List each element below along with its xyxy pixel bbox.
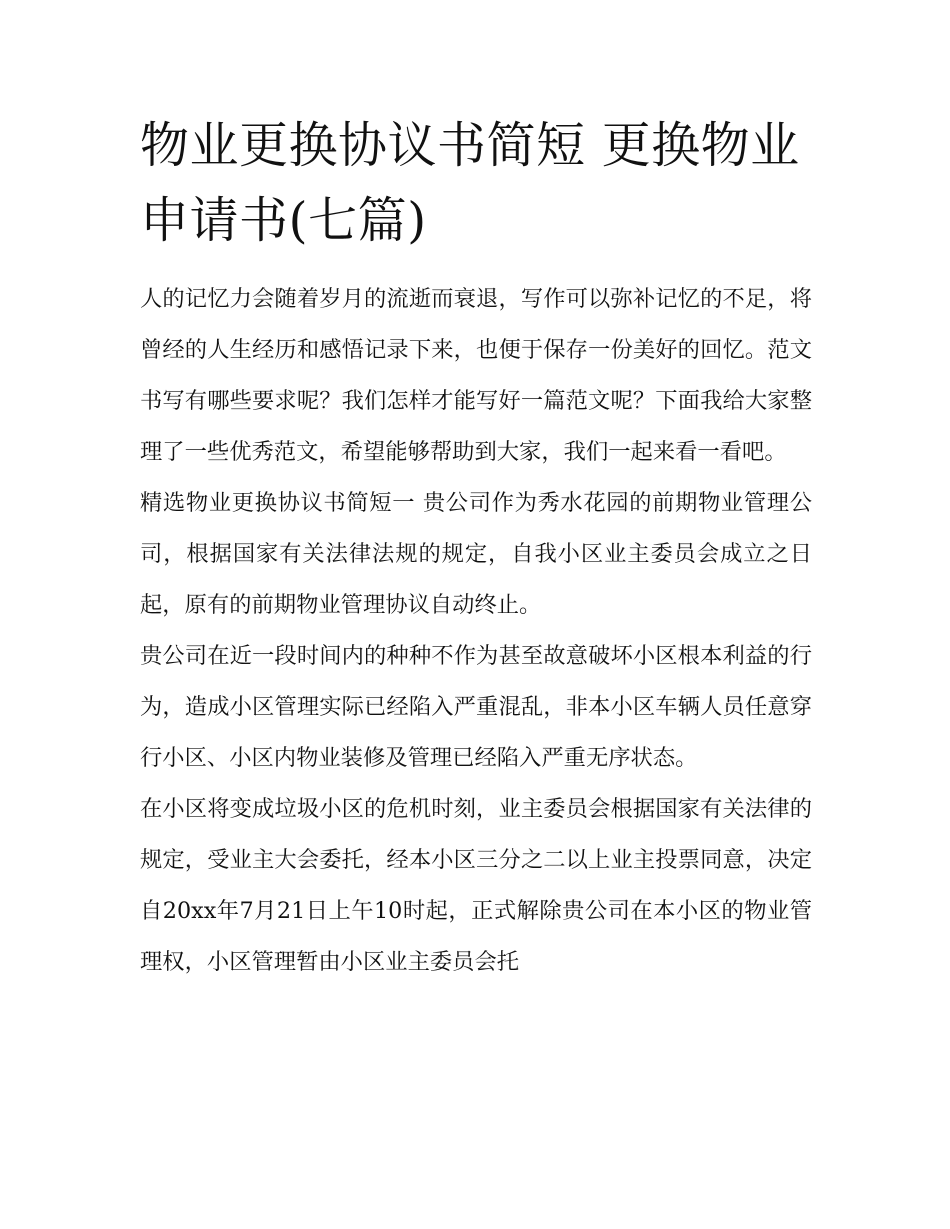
paragraph-3: 在小区将变成垃圾小区的危机时刻，业主委员会根据国家有关法律的规定，受业主大会委托，经本小区三分之二以上业主投票同意，决定自20xx年7月21日上午10时起，正式解除贵公司在本小区的物业管理权，小区管理暂由小区业主委员会托: [140, 796, 812, 975]
document-page: [140, 108, 812, 988]
paragraph-1: 精选物业更换协议书简短一 贵公司作为秀水花园的前期物业管理公司，根据国家有关法律法规的规定，自我小区业主委员会成立之日起，原有的前期物业管理协议自动终止。: [140, 490, 812, 618]
paragraph-intro: 人的记忆力会随着岁月的流逝而衰退，写作可以弥补记忆的不足，将曾经的人生经历和感悟记录下来，也便于保存一份美好的回忆。范文书写有哪些要求呢？我们怎样才能写好一篇范文呢？下面我给大家整理了一些优秀范文，希望能够帮助到大家，我们一起来看一看吧。: [140, 286, 812, 465]
document-body: [140, 274, 812, 988]
document-title: 物业更换协议书简短 更换物业申请书(七篇): [140, 117, 800, 249]
paragraph-2: 贵公司在近一段时间内的种种不作为甚至故意破坏小区根本利益的行为，造成小区管理实际已经陷入严重混乱，非本小区车辆人员任意穿行小区、小区内物业装修及管理已经陷入严重无序状态。: [140, 643, 812, 771]
